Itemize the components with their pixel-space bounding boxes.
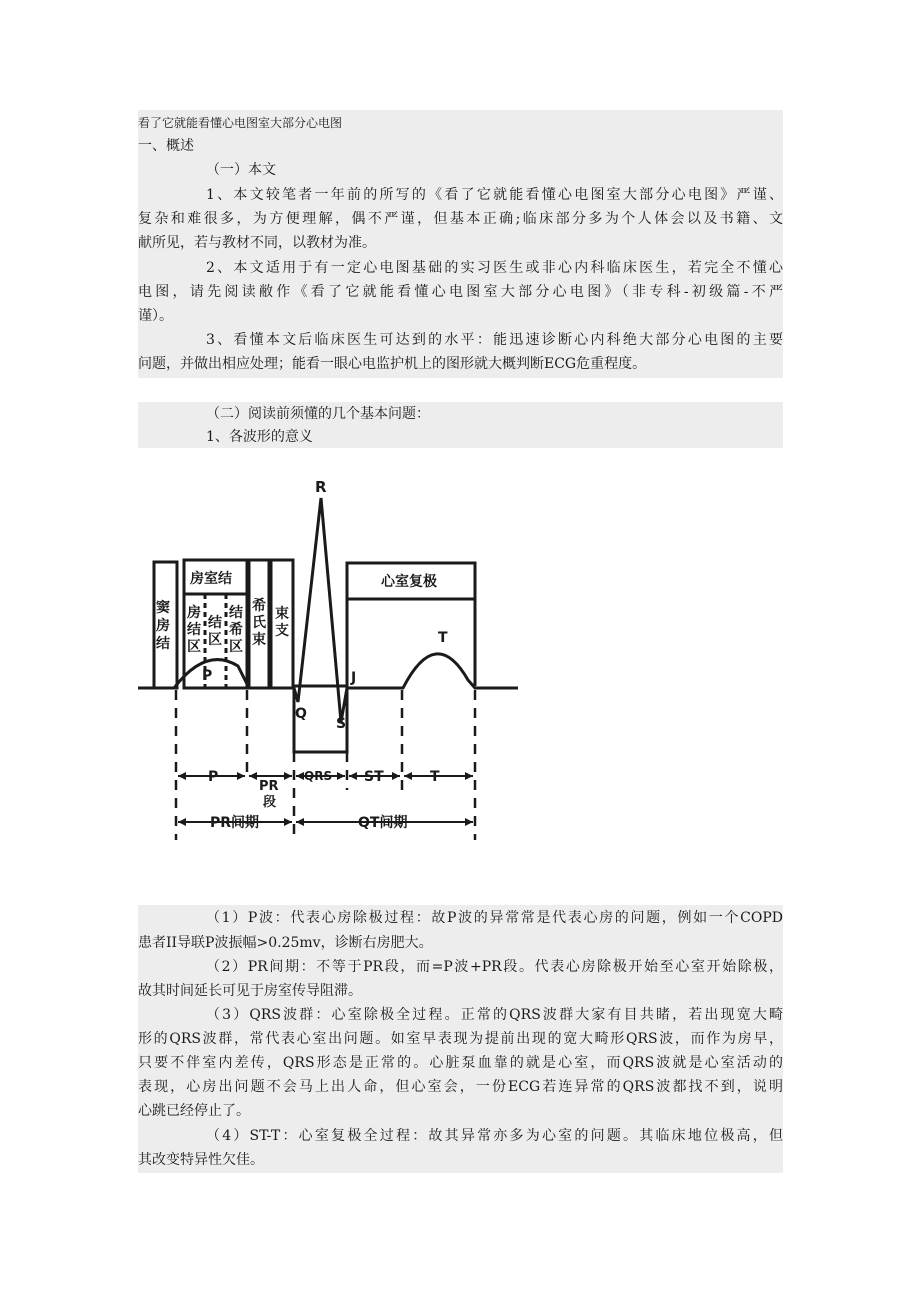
av-zone-3-label-1: 结 <box>229 605 243 621</box>
bundle-branch-label-1: 束 <box>275 606 289 622</box>
section-heading-overview: 一、概述 <box>138 138 194 154</box>
paragraph-2-line-3: 谨）。 <box>138 308 173 324</box>
av-zone-2-label-2: 区 <box>208 632 222 648</box>
wave-1-line-2: 患者II导联P波振幅>0.25mv，诊断右房肥大。 <box>138 935 433 951</box>
interval-pr-segment-label-2: 段 <box>263 795 277 810</box>
wave-r-label: R <box>315 478 327 496</box>
subheading-waveform-meaning: 1、各波形的意义 <box>206 429 313 445</box>
av-zone-1-label-1: 房 <box>187 605 201 621</box>
wave-2-line-1: （2）PR间期：不等于PR段，而=P波+PR段。代表心房除极开始至心室开始除极， <box>206 959 783 975</box>
paragraph-1-line-1: 1、本文较笔者一年前的所写的《看了它就能看懂心电图室大部分心电图》严谨、 <box>206 187 783 203</box>
ecg-diagram-svg <box>138 460 518 848</box>
bundle-branch-label-2: 支 <box>275 623 289 639</box>
av-zone-3-label-3: 区 <box>229 639 243 655</box>
paragraph-2-line-2: 电图，请先阅读敝作《看了它就能看懂心电图室大部分心电图》（非专科-初级篇-不严 <box>138 284 783 300</box>
interval-pr-label: PR间期 <box>210 815 260 831</box>
wave-3-line-4: 表现，心房出问题不会马上出人命，但心室会，一份ECG若连异常的QRS波都找不到，说明 <box>138 1079 783 1095</box>
subheading-this-article: （一）本文 <box>206 162 276 178</box>
sinus-node-label-2: 房 <box>156 618 170 634</box>
interval-st-label: ST <box>364 769 384 785</box>
ecg-waveform-diagram <box>138 460 518 848</box>
paragraph-1-line-2: 复杂和难很多，为方便理解，偶不严谨，但基本正确;临床部分多为个人体会以及书籍、文 <box>138 211 783 227</box>
wave-3-line-3: 只要不伴室内差传，QRS形态是正常的。心脏泵血靠的就是心室，而QRS波就是心室活动的 <box>138 1055 783 1071</box>
doc-title: 看了它就能看懂心电图室大部分心电图 <box>138 116 343 130</box>
interval-qt-label: QT间期 <box>358 815 408 831</box>
av-zone-1-label-2: 结 <box>187 622 201 638</box>
wave-p-label: P <box>202 668 213 684</box>
paragraph-3-line-1: 3、看懂本文后临床医生可达到的水平：能迅速诊断心内科绝大部分心电图的主要 <box>206 332 783 348</box>
paragraph-1-line-3: 献所见，若与教材不同，以教材为准。 <box>138 235 376 251</box>
his-bundle-label-3: 束 <box>252 632 266 648</box>
wave-3-line-1: （3）QRS波群：心室除极全过程。正常的QRS波群大家有目共睹，若出现宽大畸 <box>206 1007 783 1023</box>
wave-3-line-5: 心跳已经停止了。 <box>138 1103 250 1119</box>
wave-q-label: Q <box>295 706 307 722</box>
interval-pr-segment-label-1: PR <box>259 779 279 794</box>
wave-2-line-2: 故其时间延长可见于房室传导阻滞。 <box>138 983 362 999</box>
paragraph-3-line-2: 问题，并做出相应处理；能看一眼心电监护机上的图形就大概判断ECG危重程度。 <box>138 356 647 372</box>
interval-qrs-label: QRS <box>304 769 333 783</box>
paragraph-2-line-1: 2、本文适用于有一定心电图基础的实习医生或非心内科临床医生，若完全不懂心 <box>206 260 783 276</box>
sinus-node-label-1: 窦 <box>156 600 170 616</box>
av-zone-2-label-1: 结 <box>208 615 222 631</box>
interval-p-label: P <box>208 769 219 785</box>
wave-1-line-1: （1）P波：代表心房除极过程：故P波的异常常是代表心房的问题，例如一个COPD <box>206 910 783 926</box>
wave-3-line-2: 形的QRS波群，常代表心室出问题。如室早表现为提前出现的宽大畸形QRS波，而作为房早， <box>138 1031 783 1047</box>
wave-t-label: T <box>438 630 448 646</box>
wave-4-line-1: （4）ST-T：心室复极全过程：故其异常亦多为心室的问题。其临床地位极高，但 <box>206 1128 783 1144</box>
av-node-header-label: 房室结 <box>190 571 232 587</box>
interval-t-label: T <box>430 769 440 785</box>
repolarization-label: 心室复极 <box>381 574 437 590</box>
av-zone-1-label-3: 区 <box>187 639 201 655</box>
av-zone-3-label-2: 希 <box>229 622 243 638</box>
wave-j-label: J <box>351 670 357 686</box>
his-bundle-label-2: 氏 <box>252 615 266 631</box>
his-bundle-label-1: 希 <box>252 598 266 614</box>
wave-s-label: S <box>336 716 347 732</box>
wave-4-line-2: 其改变特异性欠佳。 <box>138 1152 264 1168</box>
subheading-basic-questions: （二）阅读前须懂的几个基本问题： <box>206 406 430 422</box>
sinus-node-label-3: 结 <box>156 636 170 652</box>
